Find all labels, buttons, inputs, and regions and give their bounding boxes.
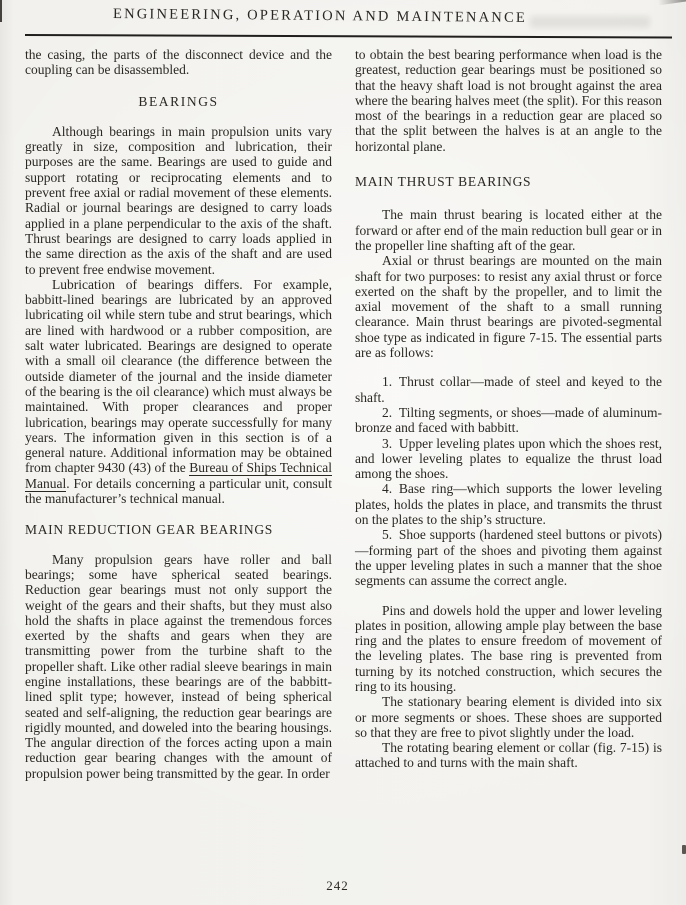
- scan-corner-artifact-top-right: [658, 0, 686, 5]
- paragraph-stationary-element: The stationary bearing element is divided into six or more segments or shoes. These shoes are supported so that they are free to pivot slightly under the load.: [355, 694, 662, 740]
- page-number: 242: [326, 878, 349, 893]
- underlined-manual-reference: Bureau of Ships Technical Manual: [25, 460, 332, 491]
- paragraph-thrust-location: The main thrust bearing is located either at the forward or after end of the main reduction bull gear or in the propeller line shafting aft of the gear.: [355, 207, 663, 253]
- paragraph-reduction-gear: Many propulsion gears have roller and ball bearings; some have spherical seated bearings. Reduction gear bearings must not only support the weight of the gears and their shafts, but they must also hold the shafts in place against the tremendous forces exerted by the shafts and gears when they are transmitting power from the turbine shaft to the propeller shaft. Like other radial sleeve bearings in main engine installations, these bearings are of the babbitt-lined split type; however, instead of being spherical seated and self-aligning, the reduction gear bearings are rigidly mounted, and doweled into the bearing housings. The angular direction of the forces acting upon a main reduction gear bearing changes with the amount of propulsion power being transmitted by the gear. In order: [25, 551, 332, 781]
- left-column: [25, 47, 332, 781]
- lubrication-text-after: . For details concerning a particular unit, consult the manufacturer’s technical manual.: [25, 475, 332, 507]
- numbered-list-item: 1. Thrust collar—made of steel and keyed to the shaft.: [355, 374, 662, 405]
- numbered-list-item: 4. Base ring—which supports the lower leveling plates, holds the plates in place, and transmits the thrust on the plates to the ship’s structure.: [355, 481, 662, 528]
- numbered-list-item: 5. Shoe supports (hardened steel buttons or pivots)—forming part of the shoes and pivoting them against the upper leveling plates in such a manner that the shoe segments can assume the correct angle.: [355, 527, 662, 589]
- paragraph-bearings-overview: Although bearings in main propulsion units vary greatly in size, composition and lubrication, their purposes are the same. Bearings are used to guide and support rotating or reciprocating elements and to prevent free axial or radial movement of these elements. Radial or journal bearings are designed to carry loads applied in a plane perpendicular to the axis of the shaft. Thrust bearings are designed to carry loads applied in the same direction as the axis of the shaft and are used to prevent free endwise movement.: [25, 123, 332, 277]
- numbered-list-item: 3. Upper leveling plates upon which the shoes rest, and lower leveling plates to equalize the thrust load among the shoes.: [355, 435, 662, 482]
- section-heading-main-thrust-bearings: MAIN THRUST BEARINGS: [355, 174, 532, 190]
- section-heading-bearings: BEARINGS: [138, 93, 219, 109]
- right-column: [355, 47, 662, 781]
- paragraph-rotating-element: The rotating bearing element or collar (fig. 7-15) is attached to and turns with the main shaft.: [355, 740, 662, 771]
- section-heading-main-reduction-gear-bearings: MAIN REDUCTION GEAR BEARINGS: [25, 522, 273, 538]
- paragraph-lubrication: [25, 277, 332, 506]
- paragraph-axial-purpose: Axial or thrust bearings are mounted on the main shaft for two purposes: to resist any axial thrust or force exerted on the shaft by the propeller, and to limit the axial movement of the shaft to a small running clearance. Main thrust bearings are pivoted-segmental shoe type as indicated in figure 7-15. The essential parts are as follows:: [355, 253, 662, 361]
- header-rule: [25, 34, 672, 38]
- running-header: ENGINEERING, OPERATION AND MAINTENANCE: [113, 6, 527, 26]
- scan-mark-right-edge: [682, 845, 686, 854]
- paragraph-reduction-continuation: to obtain the best bearing performance when load is the greatest, reduction gear bearings must be positioned so that the heavy shaft load is not brought against the area where the bearing halves meet (the split). For this reason most of the bearings in a reduction gear are placed so that the split between the halves is at an angle to the horizontal plane.: [355, 47, 662, 154]
- two-column-text-body: [25, 47, 662, 781]
- numbered-list-item: 2. Tilting segments, or shoes—made of aluminum-bronze and faced with babbitt.: [355, 404, 662, 436]
- paragraph-casing-continuation: the casing, the parts of the disconnect device and the coupling can be disassembled.: [25, 47, 332, 78]
- lubrication-text-before: Lubrication of bearings differs. For example, babbitt-lined bearings are lubricated by an approved lubricating oil while stern tube and strut bearings, which are lined with hardwood or a rubber composition, are salt water lubricated. Bearings are designed to operate with a small oil clearance (the difference between the outside diameter of the journal and the inside diameter of the bearing is the oil clearance) which must always be maintained. With proper clearances and proper lubrication, bearings may operate successfully for many years. The information given in this section is of a general nature. Additional information may be obtained from chapter 9430 (43) of the: [25, 276, 332, 476]
- paragraph-pins-dowels: Pins and dowels hold the upper and lower leveling plates in position, allowing ample play between the base ring and the plates to ensure freedom of movement of the leveling plates. The base ring is prevented from turning by its notched construction, which secures the ring to its housing.: [355, 602, 662, 694]
